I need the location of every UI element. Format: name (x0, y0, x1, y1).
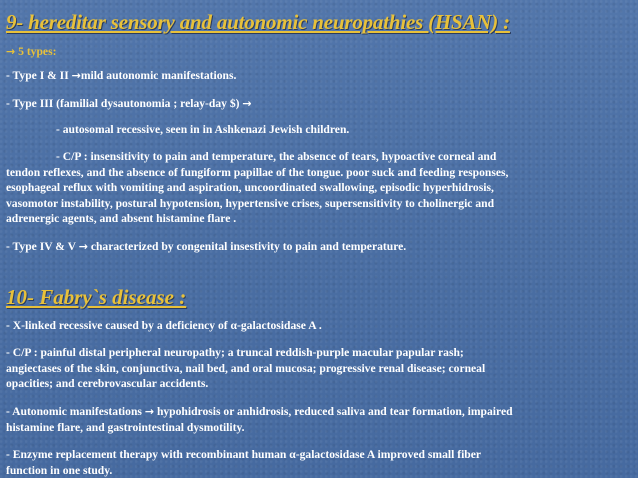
arrow-right-icon: → (242, 97, 252, 110)
type-3-label: - Type III (familial dysautonomia ; relay-day $) (6, 97, 240, 110)
fabry-enzyme-line-1: - Enzyme replacement therapy with recombinant human α-galactosidase A improved small fiber (6, 448, 482, 461)
hsan-cp-line-4: vasomotor instability, postural hypotension, hypertensive crises, supersensitivity to cholinergic and (6, 196, 495, 210)
hsan-cp-line-5: adrenergic agents, and absent histamine flare . (6, 212, 237, 225)
fabry-enzyme-line-2: function in one study. (6, 463, 113, 477)
section-heading-fabry: 10- Fabry`s disease : (6, 285, 187, 309)
types-count-line (6, 44, 56, 60)
hsan-cp-line-2: tendon reflexes, and the absence of fungiform papillae of the tongue. poor suck and feeding responses, (6, 165, 509, 179)
fabry-cp-line-3: opacities; and cerebrovascular accidents. (6, 377, 209, 390)
type-1-2-label: - Type I & II (6, 69, 69, 82)
type-4-5-label: - Type IV & V (6, 240, 76, 253)
fabry-cp-line-1: - C/P : painful distal peripheral neuropathy; a truncal reddish-purple macular papular rash; (6, 346, 464, 359)
type-1-2-description: mild autonomic manifestations. (80, 69, 237, 82)
fabry-autonomic-line-2: histamine flare, and gastrointestinal dysmotility. (6, 420, 245, 434)
arrow-right-icon: → (6, 45, 16, 58)
hsan-cp-line-3: esophageal reflux with vomiting and aspiration, uncoordinated swallowing, episodic hyperhidrosis, (6, 181, 494, 194)
type-3-line (6, 96, 252, 112)
fabry-cp-line-2: angiectases of the skin, conjunctiva, nail bed, and oral mucosa; progressive renal disease; corneal (6, 361, 486, 375)
arrow-right-icon: → (144, 405, 155, 418)
types-count-text: 5 types: (18, 45, 57, 58)
type-3-inheritance: - autosomal recessive, seen in in Ashkenazi Jewish children. (56, 123, 350, 136)
fabry-autonomic-label: - Autonomic manifestations (6, 405, 142, 418)
fabry-autonomic-line-1 (6, 404, 513, 420)
type-4-5-line (6, 239, 406, 255)
fabry-autonomic-description: hypohidrosis or anhidrosis, reduced saliva and tear formation, impaired (156, 405, 513, 418)
fabry-inheritance: - X-linked recessive caused by a deficiency of α-galactosidase A . (6, 319, 322, 332)
hsan-cp-line-1: - C/P : insensitivity to pain and temperature, the absence of tears, hypoactive corneal and (56, 150, 497, 163)
type-4-5-description: characterized by congenital insestivity to pain and temperature. (90, 240, 407, 253)
arrow-right-icon: → (78, 240, 88, 253)
type-1-2-line (6, 68, 236, 84)
arrow-right-icon: → (71, 69, 81, 82)
section-heading-hsan: 9- hereditar sensory and autonomic neuropathies (HSAN) : (6, 10, 510, 34)
